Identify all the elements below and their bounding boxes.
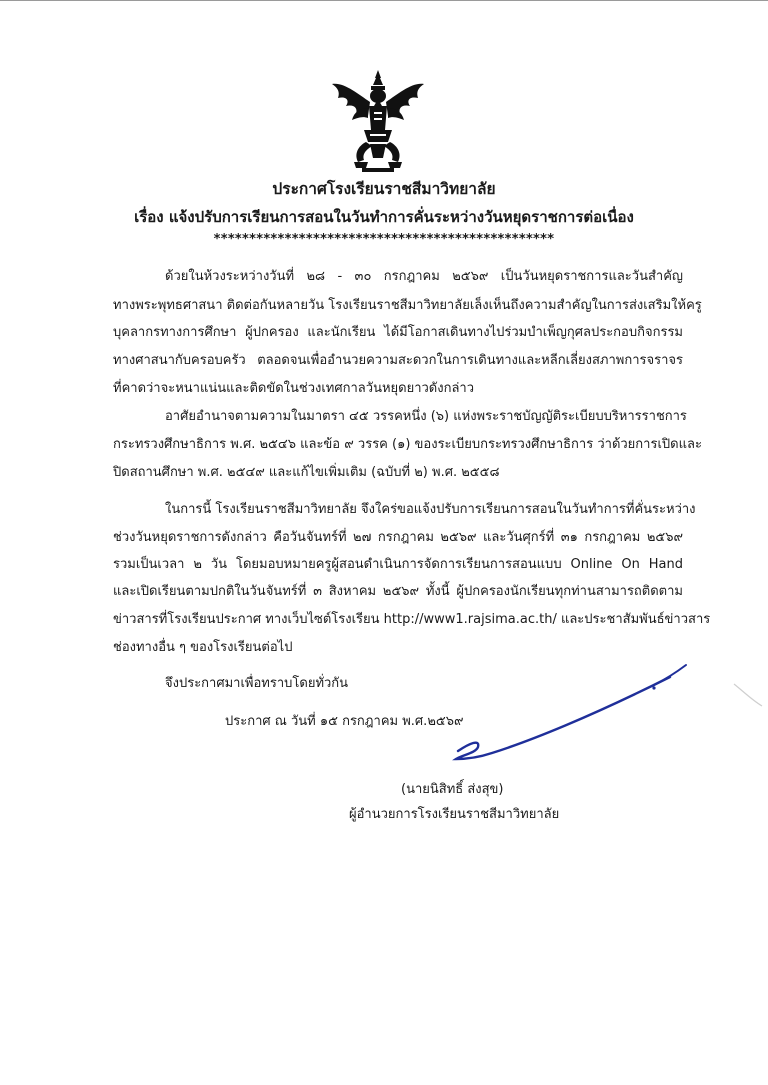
body-line: ด้วยในห้วงระหว่างวันที่ ๒๘ - ๓๐ กรกฎาคม ๒๕๖๙ เป็นวันหยุดราชการและวันสำคัญ	[165, 269, 683, 284]
margin-mark	[730, 680, 766, 710]
body-line: ช่วงวันหยุดราชการดังกล่าว คือวันจันทร์ที่ ๒๗ กรกฎาคม ๒๕๖๙ และวันศุกร์ที่ ๓๑ กรกฎาคม ๒๕๖๙	[113, 530, 683, 545]
signer-position: ผู้อำนวยการโรงเรียนราชสีมาวิทยาลัย	[349, 807, 560, 822]
body-line: รวมเป็นเวลา ๒ วัน โดยมอบหมายครูผู้สอนดำเนินการจัดการเรียนการสอนแบบ Online On Hand	[113, 557, 683, 572]
closing-line: จึงประกาศมาเพื่อทราบโดยทั่วกัน	[165, 676, 349, 691]
body-line: ข่าวสารที่โรงเรียนประกาศ ทางเว็บไซต์โรงเรียน http://www1.rajsima.ac.th/ และประชาสัมพันธ์ข่าวสาร	[113, 612, 711, 627]
body-line: ทางพระพุทธศาสนา ติดต่อกันหลายวัน โรงเรียนราชสีมาวิทยาลัยเล็งเห็นถึงความสำคัญในการส่งเสริมให้ครู	[113, 298, 702, 313]
body-line: และเปิดเรียนตามปกติในวันจันทร์ที่ ๓ สิงหาคม ๒๕๖๙ ทั้งนี้ ผู้ปกครองนักเรียนทุกท่านสามารถติดตาม	[113, 584, 683, 599]
body-line: อาศัยอำนาจตามความในมาตรา ๔๕ วรรคหนึ่ง (๖) แห่งพระราชบัญญัติระเบียบบริหารราชการ	[165, 409, 687, 424]
body-line: ปิดสถานศึกษา พ.ศ. ๒๕๔๙ และแก้ไขเพิ่มเติม (ฉบับที่ ๒) พ.ศ. ๒๕๕๘	[113, 465, 500, 480]
garuda-emblem-icon	[328, 68, 428, 176]
signer-name: (นายนิสิทธิ์ ส่งสุข)	[401, 782, 504, 797]
document-title: ประกาศโรงเรียนราชสีมาวิทยาลัย	[272, 180, 496, 198]
handwritten-signature	[440, 655, 768, 775]
body-line: ช่องทางอื่น ๆ ของโรงเรียนต่อไป	[113, 640, 293, 655]
announcement-date: ประกาศ ณ วันที่ ๑๕ กรกฎาคม พ.ศ.๒๕๖๙	[225, 714, 464, 729]
body-line: ทางศาสนากับครอบครัว ตลอดจนเพื่ออำนวยความสะดวกในการเดินทางและหลีกเลี่ยงสภาพการจราจร	[113, 353, 683, 368]
separator-line: ************************************************	[213, 232, 555, 247]
document-subject: เรื่อง แจ้งปรับการเรียนการสอนในวันทำการคั่นระหว่างวันหยุดราชการต่อเนื่อง	[134, 208, 634, 226]
body-line: กระทรวงศึกษาธิการ พ.ศ. ๒๕๔๖ และข้อ ๙ วรรค (๑) ของระเบียบกระทรวงศึกษาธิการ ว่าด้วยการเปิดและ	[113, 437, 702, 452]
page-top-border	[0, 0, 768, 5]
body-line: บุคลากรทางการศึกษา ผู้ปกครอง และนักเรียน ได้มีโอกาสเดินทางไปร่วมบำเพ็ญกุศลประกอบกิจกรรม	[113, 325, 683, 340]
body-line: ในการนี้ โรงเรียนราชสีมาวิทยาลัย จึงใคร่ขอแจ้งปรับการเรียนการสอนในวันทำการที่คั่นระหว่าง	[165, 502, 696, 517]
body-line: ที่คาดว่าจะหนาแน่นและติดขัดในช่วงเทศกาลวันหยุดยาวดังกล่าว	[113, 381, 475, 396]
